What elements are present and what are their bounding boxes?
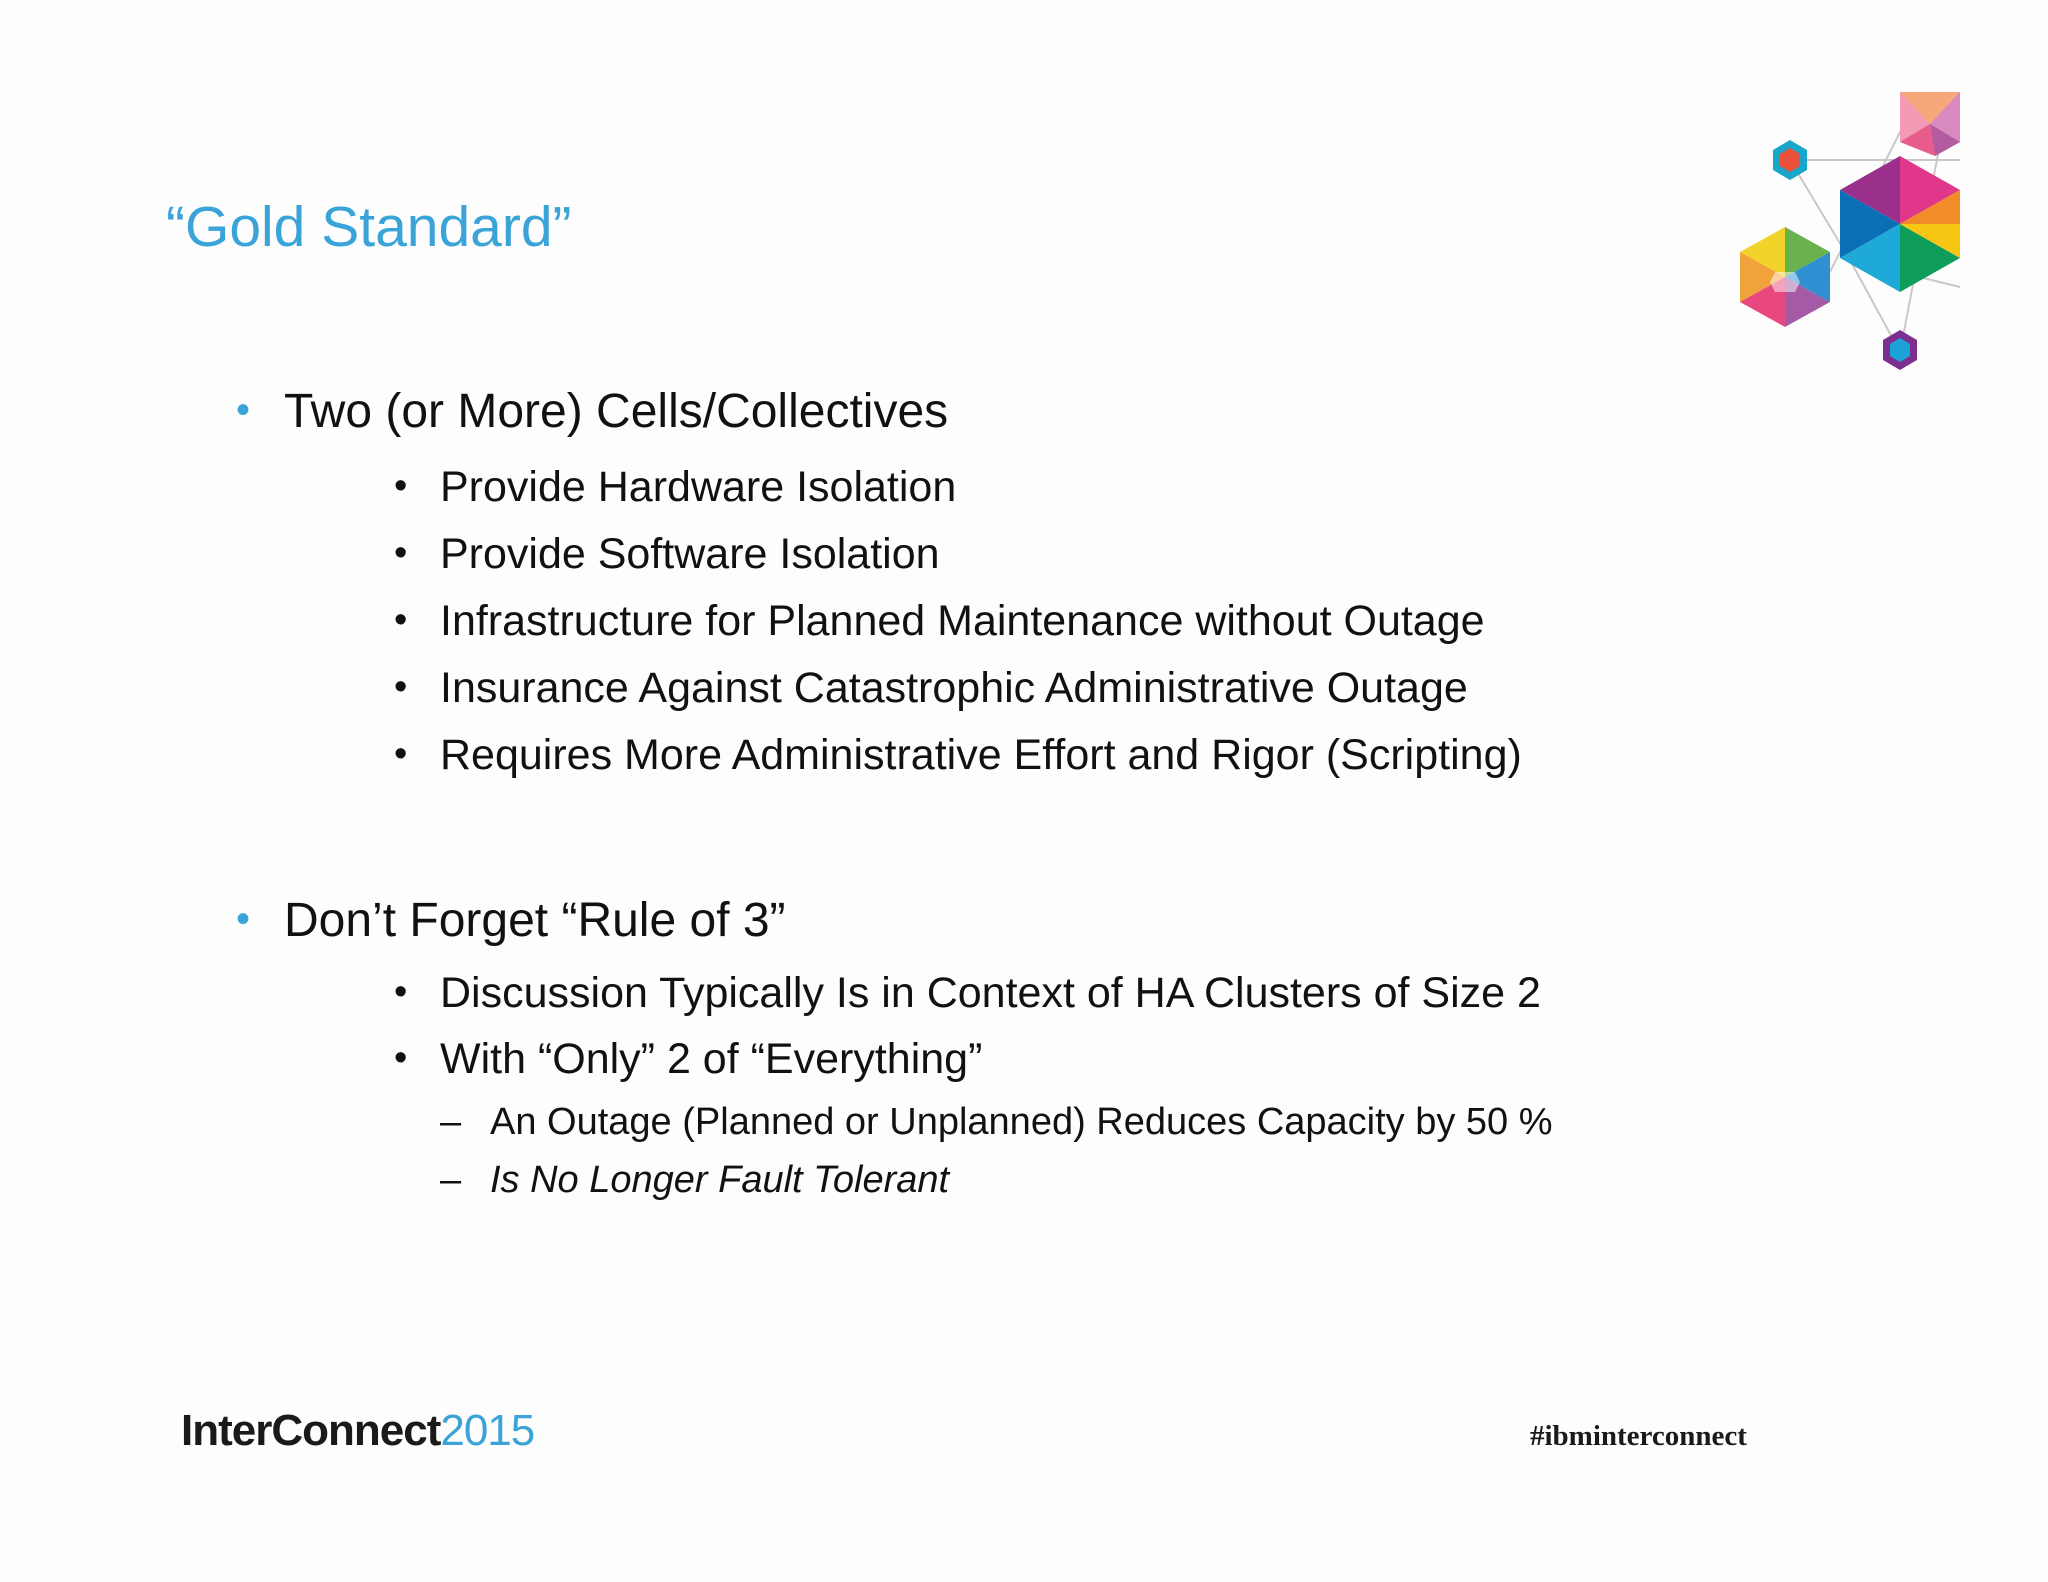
sub-bullet-marker: • — [394, 532, 408, 574]
interconnect-logo — [181, 1406, 534, 1456]
brand-year: 2015 — [440, 1406, 535, 1455]
sub-sub-bullet-text: Is No Longer Fault Tolerant — [490, 1159, 950, 1201]
sub-bullet-marker: • — [394, 971, 408, 1013]
sub-bullet-marker: • — [394, 1037, 408, 1079]
sub-bullet-text: Infrastructure for Planned Maintenance without Outage — [440, 597, 1485, 645]
sub-bullet-text: Insurance Against Catastrophic Administrative Outage — [440, 664, 1468, 712]
dash-marker: – — [440, 1159, 462, 1201]
hexagon-cluster-logo-icon — [1720, 92, 1960, 382]
sub-bullet-text: With “Only” 2 of “Everything” — [440, 1035, 983, 1083]
sub-bullet-marker: • — [394, 666, 408, 708]
bullet-marker: • — [236, 388, 251, 432]
bullet-text: Don’t Forget “Rule of 3” — [284, 894, 786, 947]
bullet-marker: • — [236, 897, 251, 941]
brand-name: InterConnect — [181, 1406, 441, 1455]
sub-bullet-text: Provide Hardware Isolation — [440, 463, 957, 511]
sub-bullet-text: Discussion Typically Is in Context of HA Clusters of Size 2 — [440, 969, 1541, 1017]
sub-bullet-marker: • — [394, 599, 408, 641]
sub-bullet-marker: • — [394, 733, 408, 775]
sub-sub-bullet-text: An Outage (Planned or Unplanned) Reduces Capacity by 50 % — [490, 1101, 1553, 1143]
slide-title: “Gold Standard” — [166, 195, 572, 259]
hashtag: #ibminterconnect — [1530, 1420, 1747, 1452]
sub-bullet-text: Requires More Administrative Effort and Rigor (Scripting) — [440, 731, 1522, 779]
sub-bullet-marker: • — [394, 465, 408, 507]
sub-bullet-text: Provide Software Isolation — [440, 530, 940, 578]
bullet-text: Two (or More) Cells/Collectives — [284, 385, 949, 438]
dash-marker: – — [440, 1101, 462, 1143]
